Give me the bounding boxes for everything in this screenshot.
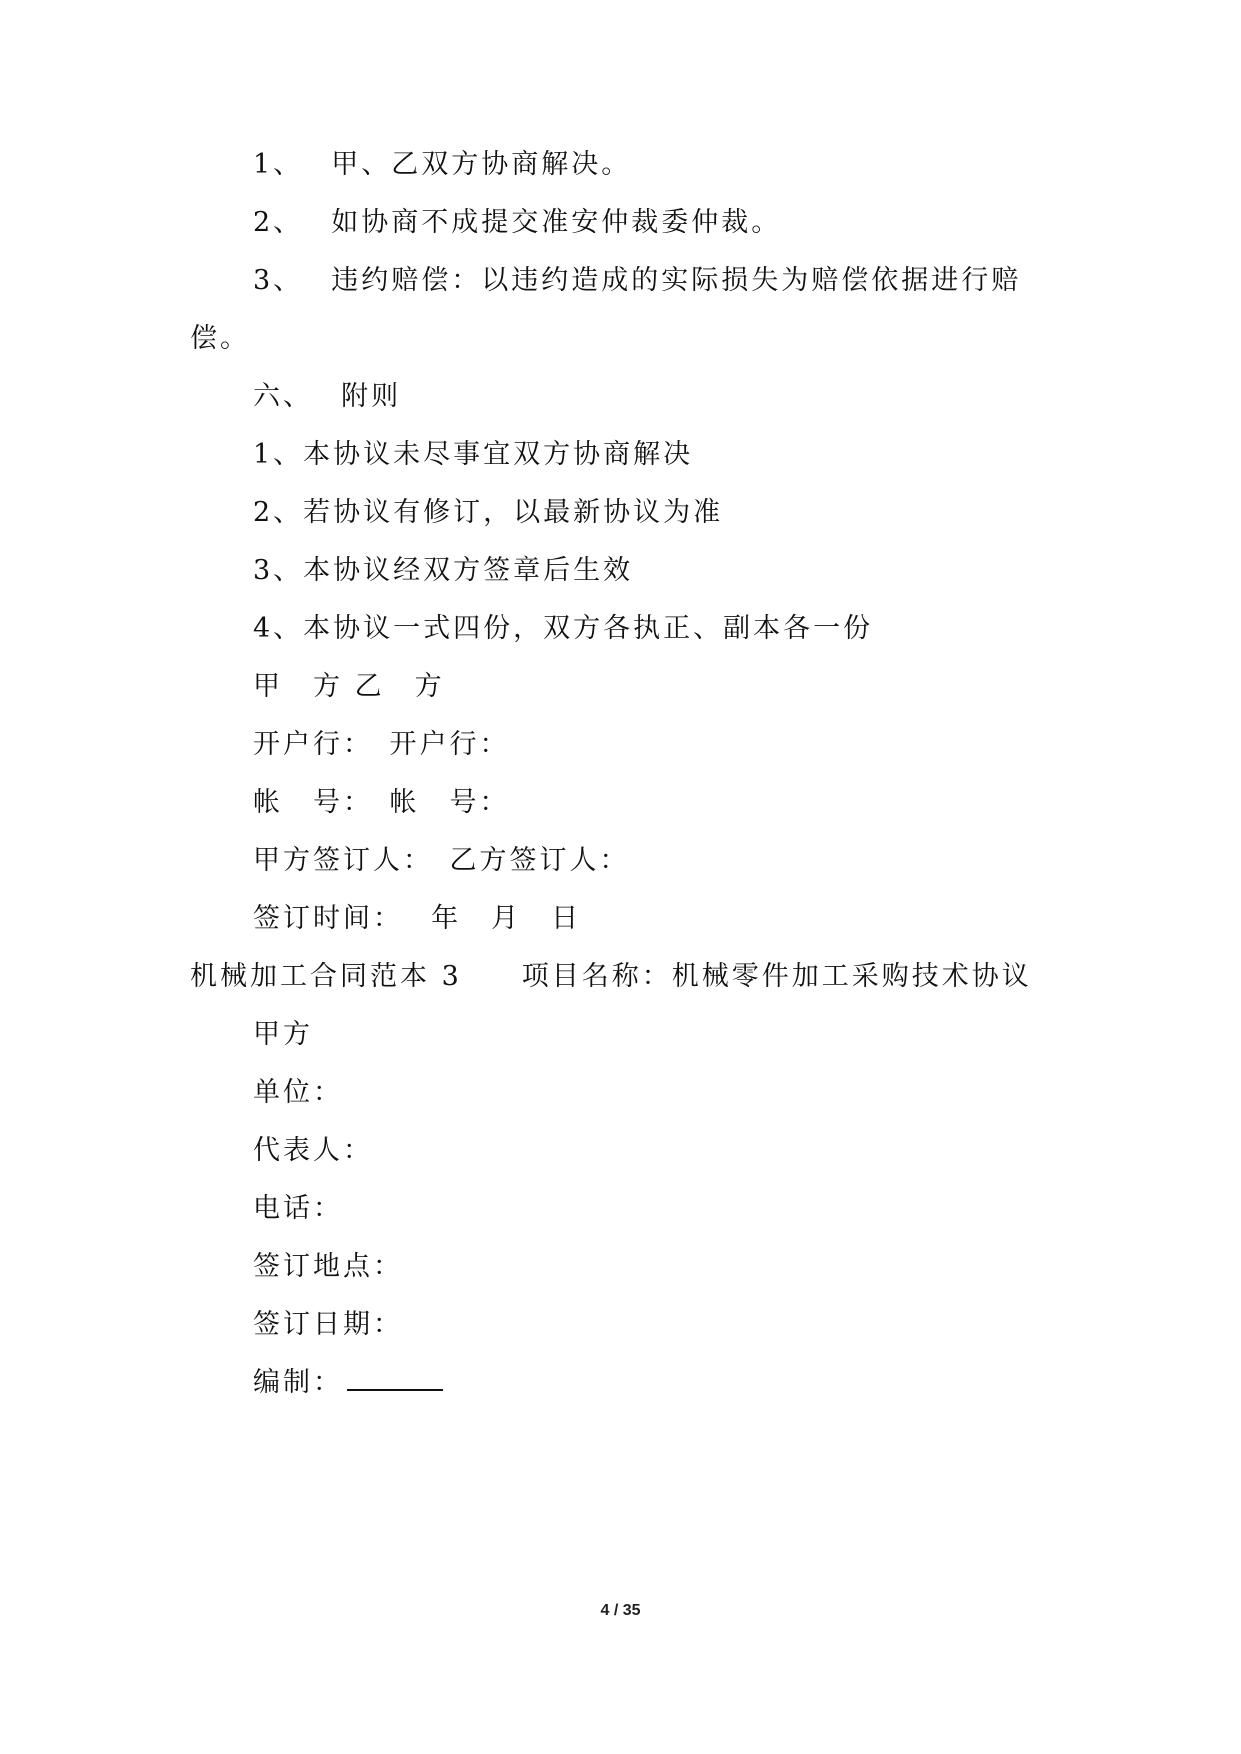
section-heading-appendix: 六、 附则: [253, 381, 402, 412]
clause-2: 2、 如协商不成提交准安仲裁委仲裁。: [253, 207, 782, 238]
representative-field: 代表人：: [253, 1135, 373, 1166]
clause-3-continuation: 偿。: [190, 323, 250, 354]
appendix-item-4: 4、本协议一式四份，双方各执正、副本各一份: [253, 613, 874, 644]
signatory-line: 甲方签订人： 乙方签订人：: [253, 845, 630, 876]
appendix-item-2: 2、若协议有修订，以最新协议为准: [253, 497, 724, 528]
signing-date-field: 签订日期：: [253, 1309, 403, 1340]
compiler-field: [253, 1366, 443, 1400]
compiler-blank-line: [347, 1367, 443, 1391]
appendix-item-1: 1、本协议未尽事宜双方协商解决: [253, 439, 694, 470]
phone-field: 电话：: [253, 1193, 343, 1224]
parties-line: 甲 方 乙 方: [253, 671, 445, 702]
party-a-heading: 甲方: [253, 1019, 313, 1050]
bank-line: 开户行： 开户行：: [253, 729, 510, 760]
account-line: 帐 号： 帐 号：: [253, 787, 510, 818]
compiler-label: 编制：: [253, 1367, 343, 1398]
clause-3: 3、 违约赔偿：以违约造成的实际损失为赔偿依据进行赔: [253, 265, 1022, 296]
page-number: 4 / 35: [600, 1602, 641, 1619]
signing-place-field: 签订地点：: [253, 1251, 403, 1282]
unit-field: 单位：: [253, 1077, 343, 1108]
contract-title-line: 机械加工合同范本 3 项目名称：机械零件加工采购技术协议: [190, 961, 1032, 992]
signing-time-line: 签订时间： 年 月 日: [253, 903, 582, 934]
appendix-item-3: 3、本协议经双方签章后生效: [253, 555, 634, 586]
clause-1: 1、 甲、乙双方协商解决。: [253, 149, 632, 180]
